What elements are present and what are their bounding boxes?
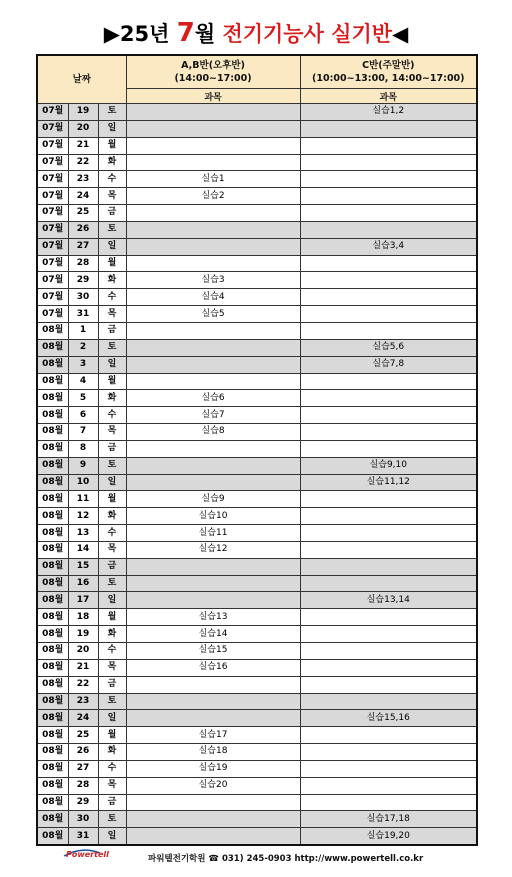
class-ab-subject-cell bbox=[126, 339, 300, 356]
day-cell: 26 bbox=[68, 221, 98, 238]
day-cell: 8 bbox=[68, 440, 98, 457]
title-year: 25년 bbox=[119, 22, 177, 46]
table-row bbox=[37, 744, 477, 761]
weekday-cell: 금 bbox=[98, 794, 126, 811]
class-c-subject-cell bbox=[300, 390, 477, 407]
table-row bbox=[37, 373, 477, 390]
header-class-ab-name: A,B반(오후반) bbox=[181, 60, 245, 71]
class-c-subject-cell bbox=[300, 221, 477, 238]
class-c-subject-cell bbox=[300, 794, 477, 811]
class-ab-subject-cell bbox=[126, 154, 300, 171]
table-row bbox=[37, 760, 477, 777]
class-c-subject-cell bbox=[300, 424, 477, 441]
month-cell: 08월 bbox=[37, 440, 68, 457]
month-cell: 07월 bbox=[37, 306, 68, 323]
month-cell: 08월 bbox=[37, 558, 68, 575]
logo: Powertell bbox=[66, 850, 109, 859]
header-subject-c: 과목 bbox=[300, 89, 477, 104]
weekday-cell: 화 bbox=[98, 272, 126, 289]
class-c-subject-cell bbox=[300, 676, 477, 693]
class-c-subject-cell bbox=[300, 693, 477, 710]
month-cell: 08월 bbox=[37, 710, 68, 727]
table-row bbox=[37, 828, 477, 845]
weekday-cell: 화 bbox=[98, 154, 126, 171]
class-c-subject-cell bbox=[300, 575, 477, 592]
weekday-cell: 일 bbox=[98, 120, 126, 137]
weekday-cell: 월 bbox=[98, 373, 126, 390]
class-ab-subject-cell bbox=[126, 794, 300, 811]
class-c-subject-cell bbox=[300, 272, 477, 289]
month-cell: 08월 bbox=[37, 643, 68, 660]
day-cell: 23 bbox=[68, 171, 98, 188]
month-cell: 08월 bbox=[37, 474, 68, 491]
table-row bbox=[37, 120, 477, 137]
month-cell: 08월 bbox=[37, 626, 68, 643]
class-c-subject-cell bbox=[300, 760, 477, 777]
weekday-cell: 월 bbox=[98, 609, 126, 626]
class-c-subject-cell: 실습11,12 bbox=[300, 474, 477, 491]
month-cell: 08월 bbox=[37, 676, 68, 693]
table-row bbox=[37, 137, 477, 154]
weekday-cell: 목 bbox=[98, 541, 126, 558]
weekday-cell: 수 bbox=[98, 407, 126, 424]
weekday-cell: 목 bbox=[98, 306, 126, 323]
month-cell: 08월 bbox=[37, 424, 68, 441]
class-ab-subject-cell bbox=[126, 828, 300, 845]
class-ab-subject-cell bbox=[126, 474, 300, 491]
month-cell: 08월 bbox=[37, 407, 68, 424]
class-c-subject-cell bbox=[300, 777, 477, 794]
day-cell: 29 bbox=[68, 794, 98, 811]
day-cell: 29 bbox=[68, 272, 98, 289]
weekday-cell: 수 bbox=[98, 643, 126, 660]
weekday-cell: 토 bbox=[98, 221, 126, 238]
weekday-cell: 토 bbox=[98, 575, 126, 592]
table-row bbox=[37, 255, 477, 272]
day-cell: 3 bbox=[68, 356, 98, 373]
day-cell: 21 bbox=[68, 137, 98, 154]
class-c-subject-cell bbox=[300, 491, 477, 508]
class-ab-subject-cell bbox=[126, 221, 300, 238]
month-cell: 07월 bbox=[37, 104, 68, 121]
class-ab-subject-cell: 실습5 bbox=[126, 306, 300, 323]
class-ab-subject-cell: 실습3 bbox=[126, 272, 300, 289]
class-ab-subject-cell bbox=[126, 676, 300, 693]
table-row bbox=[37, 659, 477, 676]
table-row bbox=[37, 457, 477, 474]
day-cell: 24 bbox=[68, 188, 98, 205]
class-c-subject-cell bbox=[300, 322, 477, 339]
class-ab-subject-cell bbox=[126, 693, 300, 710]
class-c-subject-cell bbox=[300, 643, 477, 660]
table-row bbox=[37, 710, 477, 727]
day-cell: 24 bbox=[68, 710, 98, 727]
month-cell: 08월 bbox=[37, 525, 68, 542]
class-c-subject-cell bbox=[300, 137, 477, 154]
day-cell: 15 bbox=[68, 558, 98, 575]
month-cell: 08월 bbox=[37, 760, 68, 777]
day-cell: 31 bbox=[68, 828, 98, 845]
table-row bbox=[37, 558, 477, 575]
class-ab-subject-cell: 실습11 bbox=[126, 525, 300, 542]
month-cell: 08월 bbox=[37, 659, 68, 676]
class-ab-subject-cell bbox=[126, 575, 300, 592]
class-c-subject-cell: 실습7,8 bbox=[300, 356, 477, 373]
class-ab-subject-cell: 실습19 bbox=[126, 760, 300, 777]
table-row bbox=[37, 474, 477, 491]
weekday-cell: 목 bbox=[98, 659, 126, 676]
table-row bbox=[37, 188, 477, 205]
month-cell: 07월 bbox=[37, 238, 68, 255]
header-date: 날짜 bbox=[37, 55, 126, 104]
table-row bbox=[37, 609, 477, 626]
table-row bbox=[37, 811, 477, 828]
table-row bbox=[37, 440, 477, 457]
weekday-cell: 금 bbox=[98, 676, 126, 693]
weekday-cell: 토 bbox=[98, 693, 126, 710]
weekday-cell: 일 bbox=[98, 828, 126, 845]
table-row bbox=[37, 289, 477, 306]
month-cell: 08월 bbox=[37, 356, 68, 373]
table-row bbox=[37, 525, 477, 542]
class-c-subject-cell: 실습1,2 bbox=[300, 104, 477, 121]
table-row bbox=[37, 104, 477, 121]
month-cell: 07월 bbox=[37, 154, 68, 171]
weekday-cell: 일 bbox=[98, 356, 126, 373]
day-cell: 19 bbox=[68, 626, 98, 643]
weekday-cell: 월 bbox=[98, 137, 126, 154]
day-cell: 20 bbox=[68, 120, 98, 137]
class-c-subject-cell bbox=[300, 205, 477, 222]
class-c-subject-cell bbox=[300, 154, 477, 171]
class-ab-subject-cell: 실습6 bbox=[126, 390, 300, 407]
table-row bbox=[37, 491, 477, 508]
month-cell: 07월 bbox=[37, 255, 68, 272]
table-row bbox=[37, 575, 477, 592]
table-row bbox=[37, 322, 477, 339]
month-cell: 08월 bbox=[37, 339, 68, 356]
day-cell: 23 bbox=[68, 693, 98, 710]
weekday-cell: 토 bbox=[98, 339, 126, 356]
weekday-cell: 월 bbox=[98, 255, 126, 272]
class-c-subject-cell bbox=[300, 440, 477, 457]
table-row bbox=[37, 339, 477, 356]
class-c-subject-cell bbox=[300, 525, 477, 542]
header-subject-ab: 과목 bbox=[126, 89, 300, 104]
day-cell: 17 bbox=[68, 592, 98, 609]
day-cell: 4 bbox=[68, 373, 98, 390]
table-row bbox=[37, 390, 477, 407]
day-cell: 25 bbox=[68, 727, 98, 744]
class-ab-subject-cell bbox=[126, 322, 300, 339]
arrow-left-icon: ◀ bbox=[392, 22, 409, 46]
month-cell: 08월 bbox=[37, 541, 68, 558]
class-c-subject-cell: 실습9,10 bbox=[300, 457, 477, 474]
class-ab-subject-cell bbox=[126, 373, 300, 390]
month-cell: 08월 bbox=[37, 508, 68, 525]
month-cell: 08월 bbox=[37, 744, 68, 761]
day-cell: 30 bbox=[68, 811, 98, 828]
page-title bbox=[0, 18, 512, 49]
weekday-cell: 금 bbox=[98, 558, 126, 575]
table-row bbox=[37, 643, 477, 660]
class-ab-subject-cell bbox=[126, 710, 300, 727]
class-c-subject-cell bbox=[300, 188, 477, 205]
month-cell: 07월 bbox=[37, 272, 68, 289]
day-cell: 20 bbox=[68, 643, 98, 660]
month-cell: 07월 bbox=[37, 137, 68, 154]
weekday-cell: 수 bbox=[98, 525, 126, 542]
table-row bbox=[37, 794, 477, 811]
weekday-cell: 월 bbox=[98, 491, 126, 508]
table-row bbox=[37, 306, 477, 323]
table-row bbox=[37, 541, 477, 558]
month-cell: 08월 bbox=[37, 693, 68, 710]
class-ab-subject-cell bbox=[126, 137, 300, 154]
day-cell: 7 bbox=[68, 424, 98, 441]
month-cell: 08월 bbox=[37, 828, 68, 845]
class-ab-subject-cell: 실습7 bbox=[126, 407, 300, 424]
day-cell: 25 bbox=[68, 205, 98, 222]
class-c-subject-cell: 실습13,14 bbox=[300, 592, 477, 609]
class-ab-subject-cell bbox=[126, 457, 300, 474]
class-c-subject-cell bbox=[300, 659, 477, 676]
class-c-subject-cell bbox=[300, 373, 477, 390]
class-ab-subject-cell bbox=[126, 440, 300, 457]
class-c-subject-cell: 실습19,20 bbox=[300, 828, 477, 845]
month-cell: 08월 bbox=[37, 727, 68, 744]
contact-info: 파워텔전기학원 ☎ 031) 245-0903 http://www.powertell.co.kr bbox=[148, 854, 424, 864]
class-ab-subject-cell bbox=[126, 205, 300, 222]
arrow-right-icon: ▶ bbox=[103, 22, 120, 46]
weekday-cell: 수 bbox=[98, 171, 126, 188]
class-ab-subject-cell bbox=[126, 255, 300, 272]
class-ab-subject-cell: 실습14 bbox=[126, 626, 300, 643]
class-c-subject-cell bbox=[300, 508, 477, 525]
day-cell: 22 bbox=[68, 154, 98, 171]
weekday-cell: 일 bbox=[98, 238, 126, 255]
weekday-cell: 목 bbox=[98, 424, 126, 441]
day-cell: 26 bbox=[68, 744, 98, 761]
class-ab-subject-cell: 실습20 bbox=[126, 777, 300, 794]
class-c-subject-cell: 실습3,4 bbox=[300, 238, 477, 255]
weekday-cell: 토 bbox=[98, 457, 126, 474]
weekday-cell: 화 bbox=[98, 508, 126, 525]
month-cell: 08월 bbox=[37, 575, 68, 592]
day-cell: 12 bbox=[68, 508, 98, 525]
month-cell: 08월 bbox=[37, 390, 68, 407]
class-ab-subject-cell: 실습8 bbox=[126, 424, 300, 441]
class-ab-subject-cell bbox=[126, 238, 300, 255]
header-class-c bbox=[300, 55, 477, 89]
class-c-subject-cell: 실습15,16 bbox=[300, 710, 477, 727]
header-class-c-name: C반(주말반) bbox=[362, 60, 415, 71]
table-row bbox=[37, 626, 477, 643]
class-ab-subject-cell bbox=[126, 356, 300, 373]
weekday-cell: 금 bbox=[98, 205, 126, 222]
day-cell: 27 bbox=[68, 760, 98, 777]
day-cell: 21 bbox=[68, 659, 98, 676]
weekday-cell: 화 bbox=[98, 390, 126, 407]
class-c-subject-cell bbox=[300, 407, 477, 424]
day-cell: 1 bbox=[68, 322, 98, 339]
weekday-cell: 목 bbox=[98, 777, 126, 794]
class-ab-subject-cell: 실습1 bbox=[126, 171, 300, 188]
day-cell: 6 bbox=[68, 407, 98, 424]
class-c-subject-cell bbox=[300, 289, 477, 306]
weekday-cell: 수 bbox=[98, 760, 126, 777]
weekday-cell: 금 bbox=[98, 440, 126, 457]
class-c-subject-cell bbox=[300, 120, 477, 137]
table-row bbox=[37, 238, 477, 255]
class-ab-subject-cell: 실습2 bbox=[126, 188, 300, 205]
month-cell: 08월 bbox=[37, 777, 68, 794]
table-row bbox=[37, 356, 477, 373]
class-ab-subject-cell: 실습18 bbox=[126, 744, 300, 761]
month-cell: 08월 bbox=[37, 373, 68, 390]
class-ab-subject-cell: 실습17 bbox=[126, 727, 300, 744]
weekday-cell: 토 bbox=[98, 811, 126, 828]
class-c-subject-cell: 실습17,18 bbox=[300, 811, 477, 828]
class-ab-subject-cell: 실습9 bbox=[126, 491, 300, 508]
day-cell: 30 bbox=[68, 289, 98, 306]
day-cell: 9 bbox=[68, 457, 98, 474]
month-cell: 07월 bbox=[37, 221, 68, 238]
month-cell: 07월 bbox=[37, 289, 68, 306]
day-cell: 18 bbox=[68, 609, 98, 626]
class-ab-subject-cell: 실습13 bbox=[126, 609, 300, 626]
weekday-cell: 목 bbox=[98, 188, 126, 205]
class-ab-subject-cell bbox=[126, 592, 300, 609]
table-row bbox=[37, 154, 477, 171]
month-cell: 07월 bbox=[37, 205, 68, 222]
weekday-cell: 일 bbox=[98, 592, 126, 609]
month-cell: 08월 bbox=[37, 491, 68, 508]
day-cell: 2 bbox=[68, 339, 98, 356]
table-row bbox=[37, 205, 477, 222]
class-ab-subject-cell: 실습16 bbox=[126, 659, 300, 676]
day-cell: 16 bbox=[68, 575, 98, 592]
table-row bbox=[37, 727, 477, 744]
table-row bbox=[37, 508, 477, 525]
weekday-cell: 금 bbox=[98, 322, 126, 339]
weekday-cell: 일 bbox=[98, 710, 126, 727]
day-cell: 11 bbox=[68, 491, 98, 508]
class-ab-subject-cell: 실습4 bbox=[126, 289, 300, 306]
table-row bbox=[37, 407, 477, 424]
weekday-cell: 화 bbox=[98, 626, 126, 643]
class-c-subject-cell bbox=[300, 744, 477, 761]
title-month-number: 7 bbox=[176, 18, 195, 48]
day-cell: 28 bbox=[68, 777, 98, 794]
table-row bbox=[37, 693, 477, 710]
day-cell: 31 bbox=[68, 306, 98, 323]
class-c-subject-cell: 실습5,6 bbox=[300, 339, 477, 356]
day-cell: 10 bbox=[68, 474, 98, 491]
month-cell: 08월 bbox=[37, 811, 68, 828]
header-class-ab bbox=[126, 55, 300, 89]
class-ab-subject-cell bbox=[126, 558, 300, 575]
day-cell: 27 bbox=[68, 238, 98, 255]
title-course: 전기기능사 실기반 bbox=[222, 22, 393, 46]
table-row bbox=[37, 221, 477, 238]
weekday-cell: 월 bbox=[98, 727, 126, 744]
class-ab-subject-cell bbox=[126, 120, 300, 137]
class-ab-subject-cell bbox=[126, 811, 300, 828]
class-ab-subject-cell: 실습12 bbox=[126, 541, 300, 558]
day-cell: 13 bbox=[68, 525, 98, 542]
table-row bbox=[37, 424, 477, 441]
header-class-ab-time: (14:00~17:00) bbox=[174, 73, 252, 84]
day-cell: 5 bbox=[68, 390, 98, 407]
header-class-c-time: (10:00~13:00, 14:00~17:00) bbox=[312, 73, 465, 84]
table-row bbox=[37, 272, 477, 289]
month-cell: 08월 bbox=[37, 322, 68, 339]
class-ab-subject-cell: 실습15 bbox=[126, 643, 300, 660]
schedule-table bbox=[36, 54, 478, 846]
month-cell: 07월 bbox=[37, 188, 68, 205]
class-c-subject-cell bbox=[300, 171, 477, 188]
class-c-subject-cell bbox=[300, 541, 477, 558]
class-c-subject-cell bbox=[300, 306, 477, 323]
class-c-subject-cell bbox=[300, 626, 477, 643]
weekday-cell: 수 bbox=[98, 289, 126, 306]
class-c-subject-cell bbox=[300, 727, 477, 744]
weekday-cell: 화 bbox=[98, 744, 126, 761]
month-cell: 07월 bbox=[37, 171, 68, 188]
class-c-subject-cell bbox=[300, 609, 477, 626]
schedule-rows bbox=[37, 104, 477, 846]
class-c-subject-cell bbox=[300, 558, 477, 575]
month-cell: 07월 bbox=[37, 120, 68, 137]
day-cell: 14 bbox=[68, 541, 98, 558]
table-row bbox=[37, 592, 477, 609]
title-month-unit: 월 bbox=[194, 22, 223, 46]
weekday-cell: 토 bbox=[98, 104, 126, 121]
footer bbox=[0, 848, 512, 870]
day-cell: 19 bbox=[68, 104, 98, 121]
table-row bbox=[37, 777, 477, 794]
month-cell: 08월 bbox=[37, 609, 68, 626]
day-cell: 28 bbox=[68, 255, 98, 272]
class-ab-subject-cell: 실습10 bbox=[126, 508, 300, 525]
class-c-subject-cell bbox=[300, 255, 477, 272]
day-cell: 22 bbox=[68, 676, 98, 693]
month-cell: 08월 bbox=[37, 457, 68, 474]
class-ab-subject-cell bbox=[126, 104, 300, 121]
table-row bbox=[37, 676, 477, 693]
month-cell: 08월 bbox=[37, 794, 68, 811]
weekday-cell: 일 bbox=[98, 474, 126, 491]
table-row bbox=[37, 171, 477, 188]
month-cell: 08월 bbox=[37, 592, 68, 609]
